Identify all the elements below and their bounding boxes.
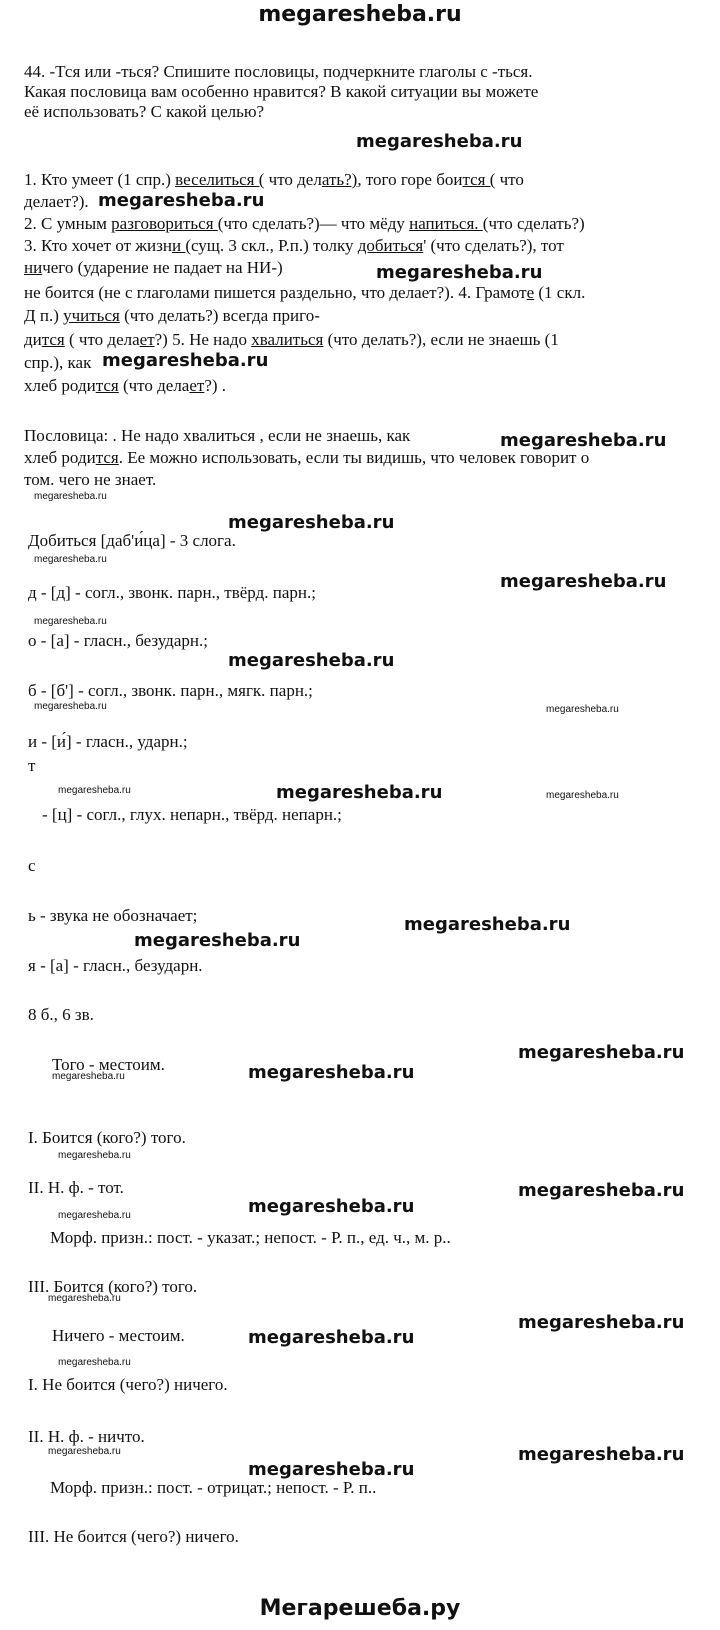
phonetic-ya: я - [а] - гласн., безударн. [28,956,203,975]
phonetic-t: т [28,756,36,775]
underlined-verb: добиться [357,236,424,255]
text: Д п.) [24,306,64,325]
answer-line-6 [24,283,585,303]
text: не боится (не с глаголами пишется раздельно, что делает?). 4. Грамот [24,283,527,302]
site-header: megaresheba.ru [258,2,462,27]
watermark: megaresheba.ru [404,914,571,935]
text: (1 скл. [534,283,586,302]
text: чего (ударение не падает на НИ-) [42,258,283,277]
morph1-morf: Морф. призн.: пост. - указат.; непост. - Р. п., ед. ч., м. р.. [50,1228,451,1247]
underlined-ending: ать?) [321,170,358,189]
proverb-line-3: том. чего не знает. [24,470,157,489]
text: ?) 5. Не надо [154,330,252,349]
morph1-iii: III. Боится (кого?) того. [28,1277,198,1296]
underlined-ending: тся [95,448,119,467]
site-footer: Мегарешеба.ру [259,1596,461,1621]
morph1-ii: II. Н. ф. - тот. [28,1178,124,1197]
text: (что сделать?) [482,214,585,233]
watermark: megaresheba.ru [228,650,395,671]
text: 2. С умным [24,214,112,233]
watermark-small: megaresheba.ru [34,491,107,502]
text: . Ее можно использовать, если ты видишь, что человек говорит о [118,448,590,467]
watermark: megaresheba.ru [356,131,523,152]
watermark: megaresheba.ru [276,782,443,803]
text: ' (что сделать?), тот [423,236,564,255]
answer-line-2: делает?). [24,192,89,211]
watermark: megaresheba.ru [228,512,395,533]
watermark: megaresheba.ru [500,430,667,451]
answer-line-9: спр.), как [24,353,92,372]
phonetic-i: и - [и́] - гласн., ударн.; [28,732,188,751]
underlined-ending: тся [41,330,65,349]
watermark: megaresheba.ru [518,1444,685,1465]
phonetic-b: б - [б'] - согл., звонк. парн., мягк. парн.; [28,681,313,700]
text: ?) . [204,376,227,395]
underlined-ending: тся ( [462,170,496,189]
morph1-i: I. Боится (кого?) того. [28,1128,186,1147]
underlined-ending: тся [95,376,119,395]
underlined-verb: напиться. [409,214,483,233]
watermark-small: megaresheba.ru [58,1210,131,1221]
answer-line-4 [24,236,564,256]
phonetic-s: с [28,856,36,875]
watermark-small: megaresheba.ru [546,790,619,801]
watermark: megaresheba.ru [102,350,269,371]
underlined-verb: учиться [63,306,120,325]
underlined-ending: ет [189,376,205,395]
text: 1. Кто умеет (1 спр.) [24,170,176,189]
text: 3. Кто хочет от жизн [24,236,172,255]
phonetic-title: Добиться [даб'и́ца] - 3 слога. [28,531,236,550]
watermark-small: megaresheba.ru [58,1150,131,1161]
watermark-small: megaresheba.ru [34,554,107,565]
watermark-small: megaresheba.ru [546,704,619,715]
text: хлеб роди [24,448,96,467]
text: (что делать?) всегда приго- [119,306,320,325]
answer-line-5 [24,258,283,278]
watermark: megaresheba.ru [98,190,265,211]
task-line-3: её использовать? С какой целью? [24,102,265,121]
task-line-1: 44. -Тся или -ться? Спишите пословицы, подчеркните глаголы с -ться. [24,62,533,81]
watermark-small: megaresheba.ru [48,1293,121,1304]
phonetic-soft-sign: ь - звука не обозначает; [28,906,198,925]
watermark-small: megaresheba.ru [58,785,131,796]
watermark-small: megaresheba.ru [58,1357,131,1368]
text: ди [24,330,42,349]
underlined-verb: разговориться [111,214,218,233]
watermark-small: megaresheba.ru [48,1446,121,1457]
watermark-small: megaresheba.ru [52,1071,125,1082]
answer-line-8 [24,330,559,350]
watermark: megaresheba.ru [248,1327,415,1348]
watermark: megaresheba.ru [134,930,301,951]
phonetic-count: 8 б., 6 зв. [28,1005,94,1024]
underlined-ending: ет [139,330,155,349]
underlined-ending: и [171,236,186,255]
watermark: megaresheba.ru [518,1180,685,1201]
text: (что делать?), если не знаешь (1 [323,330,559,349]
text: , того горе бои [357,170,463,189]
underlined-prefix: ни [24,258,43,277]
proverb-line-1: Пословица: . Не надо хвалиться , если не знаешь, как [24,426,411,445]
morph2-morf: Морф. призн.: пост. - отрицат.; непост. - Р. п.. [50,1478,377,1497]
morph2-iii: III. Не боится (чего?) ничего. [28,1527,239,1546]
text: (что дела [118,376,190,395]
text: (что сделать?)— что мёду [217,214,410,233]
underlined-ending: е [526,283,535,302]
watermark: megaresheba.ru [248,1062,415,1083]
morph2-i: I. Не боится (чего?) ничего. [28,1375,228,1394]
watermark-small: megaresheba.ru [34,616,107,627]
watermark: megaresheba.ru [376,262,543,283]
answer-line-1 [24,170,524,190]
watermark: megaresheba.ru [518,1312,685,1333]
phonetic-o: о - [а] - гласн., безударн.; [28,631,208,650]
phonetic-ts: - [ц] - согл., глух. непарн., твёрд. непарн.; [42,805,342,824]
text: хлеб роди [24,376,96,395]
text: что [495,170,524,189]
watermark: megaresheba.ru [500,571,667,592]
watermark: megaresheba.ru [248,1196,415,1217]
task-line-2: Какая пословица вам особенно нравится? В какой ситуации вы можете [24,82,539,101]
morph2-ii: II. Н. ф. - ничто. [28,1427,145,1446]
text: (сущ. 3 скл., Р.п.) толку [185,236,358,255]
underlined-verb: хвалиться [251,330,324,349]
answer-line-10 [24,376,226,396]
morph1-title: Того - местоим. [52,1055,165,1074]
watermark-small: megaresheba.ru [34,701,107,712]
watermark: megaresheba.ru [518,1042,685,1063]
answer-line-7 [24,306,320,326]
morph2-title: Ничего - местоим. [52,1326,185,1345]
answer-line-3 [24,214,585,234]
text: ( что дела [64,330,140,349]
watermark: megaresheba.ru [248,1459,415,1480]
text: что дел [264,170,322,189]
proverb-line-2 [24,448,589,468]
phonetic-d: д - [д] - согл., звонк. парн., твёрд. парн.; [28,583,316,602]
underlined-verb: веселиться ( [175,170,265,189]
